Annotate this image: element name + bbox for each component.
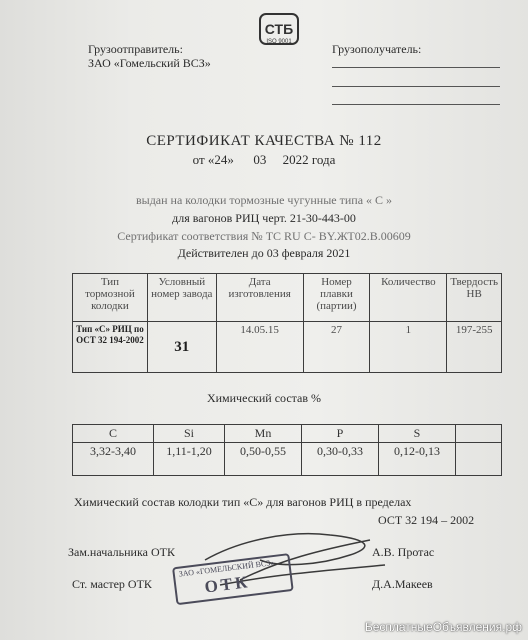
cell-qty: 1 bbox=[370, 322, 447, 373]
receiver-label: Грузополучатель: bbox=[332, 42, 422, 56]
sender-label: Грузоотправитель: bbox=[88, 42, 183, 56]
header-hardness: Твердость НВ bbox=[447, 274, 502, 322]
receiver-line bbox=[332, 67, 500, 68]
stb-logo bbox=[254, 12, 304, 48]
sender-block bbox=[88, 42, 211, 70]
otk-stamp bbox=[172, 553, 296, 607]
certificate-valid: Действителен до 03 февраля 2021 bbox=[177, 246, 351, 260]
chem-value-c: 3,32-3,40 bbox=[73, 443, 154, 476]
header-melt: Номер плавки (партии) bbox=[303, 274, 370, 322]
certificate-wagons: для вагонов РИЦ черт. 21-30-443-00 bbox=[172, 211, 356, 225]
chemistry-row bbox=[73, 443, 502, 476]
chem-header-s: S bbox=[379, 425, 456, 443]
chemistry-title: Химический состав % bbox=[206, 391, 322, 405]
deputy-name: А.В. Протас bbox=[372, 545, 435, 559]
certificate-issued: выдан на колодки тормозные чугунные типа « С » bbox=[135, 193, 393, 207]
deputy-label: Зам.начальника ОТК bbox=[68, 545, 175, 559]
certificate-conformity: Сертификат соответствия № ТС RU С- BY.ЖТ02.В.00609 bbox=[117, 229, 411, 243]
product-table bbox=[72, 273, 502, 373]
chem-value-empty bbox=[456, 443, 502, 476]
certificate-title: СЕРТИФИКАТ КАЧЕСТВА № 112 bbox=[146, 133, 382, 149]
table-row bbox=[73, 322, 502, 373]
chem-value-mn: 0,50-0,55 bbox=[225, 443, 302, 476]
chem-value-si: 1,11-1,20 bbox=[154, 443, 225, 476]
stamp-main-text: ОТК bbox=[203, 572, 252, 597]
chem-value-p: 0,30-0,33 bbox=[302, 443, 379, 476]
logo-text: СТБ bbox=[264, 21, 294, 37]
chem-header-si: Si bbox=[154, 425, 225, 443]
master-label: Ст. мастер ОТК bbox=[72, 577, 152, 591]
site-watermark: БесплатныеОбъявления.рф bbox=[364, 620, 522, 634]
stamp-top-text: ЗАО «ГОМЕЛЬСКИЙ ВСЗ» bbox=[178, 558, 275, 579]
logo-sub: ISO 9001 bbox=[266, 39, 292, 45]
table-header-row bbox=[73, 274, 502, 322]
note-line-2: ОСТ 32 194 – 2002 bbox=[378, 513, 475, 527]
header-date: Дата изготовления bbox=[216, 274, 303, 322]
cell-hardness: 197-255 bbox=[447, 322, 502, 373]
chem-header-empty bbox=[456, 425, 502, 443]
cell-plant: 31 bbox=[147, 322, 216, 373]
header-qty: Количество bbox=[370, 274, 447, 322]
cell-melt: 27 bbox=[303, 322, 370, 373]
header-plant: Условный номер завода bbox=[147, 274, 216, 322]
chem-value-s: 0,12-0,13 bbox=[379, 443, 456, 476]
chem-header-c: C bbox=[73, 425, 154, 443]
chem-header-mn: Mn bbox=[225, 425, 302, 443]
chemistry-table bbox=[72, 424, 502, 476]
master-name: Д.А.Макеев bbox=[372, 577, 433, 591]
sender-name: ЗАО «Гомельский ВСЗ» bbox=[88, 56, 211, 70]
receiver-line bbox=[332, 86, 500, 87]
header-type: Тип тормозной колодки bbox=[73, 274, 148, 322]
chem-header-p: P bbox=[302, 425, 379, 443]
chemistry-header-row bbox=[73, 425, 502, 443]
certificate-date: от «24» 03 2022 года bbox=[192, 152, 336, 167]
cell-type: Тип «С» РИЦ по ОСТ 32 194-2002 bbox=[73, 322, 148, 373]
receiver-line bbox=[332, 104, 500, 105]
cell-date: 14.05.15 bbox=[216, 322, 303, 373]
note-line-1: Химический состав колодки тип «С» для вагонов РИЦ в пределах bbox=[74, 495, 412, 509]
